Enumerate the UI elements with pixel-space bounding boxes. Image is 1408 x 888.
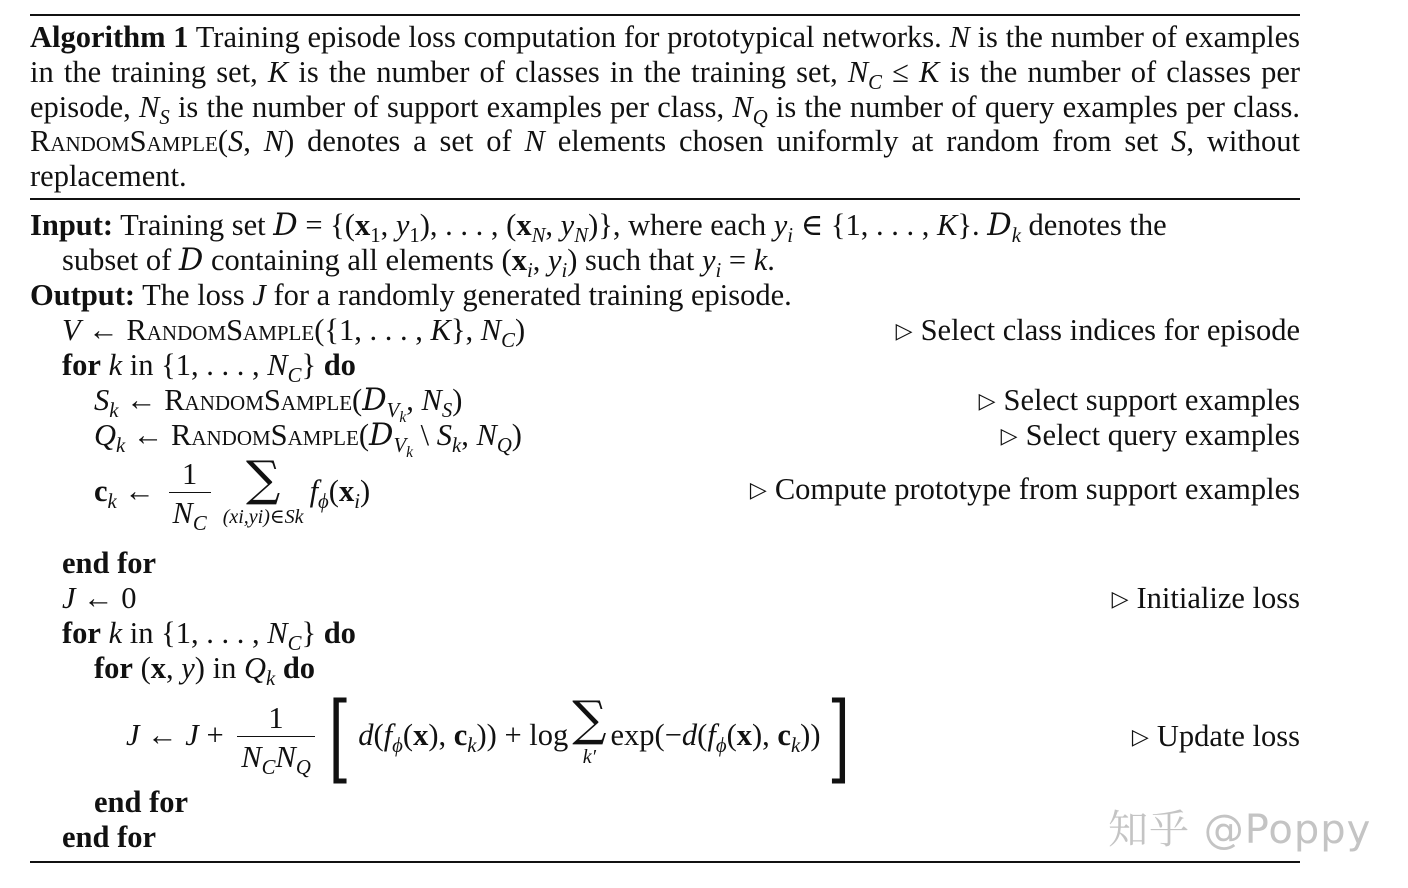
keyword: for bbox=[62, 616, 101, 650]
caption-sub: S bbox=[159, 106, 170, 129]
math-op: ) bbox=[511, 418, 522, 452]
math-sub: k bbox=[452, 435, 462, 458]
sigma-icon: ∑ bbox=[572, 691, 607, 747]
math-sub: C bbox=[287, 633, 302, 656]
math-sub: N bbox=[574, 225, 589, 248]
output-text: The loss bbox=[135, 278, 253, 312]
fn-name: RandomSample bbox=[164, 383, 353, 417]
summation bbox=[572, 692, 606, 768]
output-label: Output: bbox=[30, 278, 136, 312]
math-var: J bbox=[185, 718, 199, 752]
arrow-icon: ← bbox=[116, 474, 163, 508]
math-op: )) + log bbox=[476, 718, 569, 752]
math-var: y bbox=[181, 651, 195, 685]
sigma-icon: ∑ bbox=[245, 451, 281, 507]
math-op: {1, . . . , bbox=[161, 616, 268, 650]
math-var: N bbox=[480, 313, 502, 347]
step-compute-prototype bbox=[94, 452, 370, 533]
math-var: x bbox=[511, 243, 527, 277]
math-sub: 1 bbox=[370, 225, 381, 248]
input-text: , where each bbox=[612, 208, 774, 242]
math-var: Q bbox=[243, 651, 266, 685]
math-op: ) bbox=[194, 651, 205, 685]
top-rule bbox=[30, 14, 1300, 16]
step-end-for-1: end for bbox=[62, 546, 157, 580]
keyword-text: in bbox=[122, 348, 162, 382]
caption-text: random from set bbox=[946, 124, 1172, 159]
caption-sub: C bbox=[868, 71, 883, 94]
math-op: }, bbox=[450, 313, 481, 347]
math-var: f bbox=[383, 718, 393, 752]
math-op: , bbox=[461, 418, 477, 452]
arrow-icon: ← bbox=[80, 313, 127, 347]
math-var: D bbox=[178, 243, 204, 278]
math-var: x bbox=[413, 718, 429, 752]
fraction-numerator: 1 bbox=[268, 700, 284, 735]
math-op: ) bbox=[359, 474, 371, 508]
math-op: , bbox=[545, 208, 561, 242]
comment-text: Select class indices for episode bbox=[920, 313, 1300, 347]
comment-update-loss bbox=[1132, 719, 1300, 754]
math-var: y bbox=[560, 208, 575, 242]
step-support-sample bbox=[94, 383, 463, 427]
triangle-right-icon: ▷ bbox=[749, 478, 767, 503]
keyword: do bbox=[323, 348, 356, 382]
caption-text: Training episode loss computation for prototypical networks. bbox=[188, 20, 950, 54]
step-select-classes bbox=[62, 313, 526, 353]
comment-prototype bbox=[750, 472, 1300, 507]
math-var: N bbox=[421, 383, 442, 417]
math-op: + bbox=[198, 718, 232, 752]
math-op: {1, . . . , bbox=[161, 348, 268, 382]
math-op: = {( bbox=[297, 208, 355, 242]
math-op: 0 bbox=[121, 581, 137, 615]
math-sub: ϕ bbox=[715, 735, 727, 758]
fraction bbox=[169, 456, 211, 533]
math-op: exp(− bbox=[610, 718, 682, 752]
math-op: ( bbox=[697, 718, 708, 752]
summation bbox=[223, 452, 304, 528]
math-op: , bbox=[406, 383, 422, 417]
math-sub: C bbox=[287, 365, 302, 388]
fraction bbox=[237, 700, 315, 777]
math-var: N bbox=[275, 739, 296, 774]
comment-text: Compute prototype from support examples bbox=[774, 472, 1300, 506]
caption-text: , without replacement. bbox=[30, 124, 1301, 194]
math-var: d bbox=[681, 718, 698, 752]
math-op: ), bbox=[751, 718, 778, 752]
comment-init-loss bbox=[1112, 581, 1300, 616]
caption-text: ) bbox=[284, 124, 295, 159]
step-for-classes bbox=[62, 348, 356, 388]
math-var: y bbox=[395, 208, 410, 242]
fraction-numerator: 1 bbox=[181, 456, 198, 491]
math-op: ), . . . , ( bbox=[419, 208, 517, 242]
math-op: , bbox=[380, 208, 396, 242]
math-op: ( bbox=[373, 718, 384, 752]
math-op: ), bbox=[428, 718, 454, 752]
output-text: for a randomly generated training episode. bbox=[265, 278, 792, 312]
caption-text: examples per class. bbox=[1062, 89, 1301, 124]
math-sub: k bbox=[116, 435, 126, 458]
triangle-right-icon: ▷ bbox=[1111, 587, 1129, 612]
math-var: x bbox=[516, 208, 532, 242]
math-op: ( bbox=[352, 383, 363, 417]
math-op: = bbox=[721, 243, 754, 277]
math-var: k bbox=[108, 616, 123, 650]
step-init-loss bbox=[62, 581, 137, 616]
math-op: }. bbox=[957, 208, 988, 242]
math-sub: k bbox=[1011, 225, 1021, 248]
algorithm-caption bbox=[30, 20, 1300, 194]
caption-text: elements chosen uniformly at bbox=[544, 124, 934, 159]
step-for-query bbox=[94, 651, 316, 691]
math-sub: k bbox=[265, 668, 276, 691]
caption-var: N bbox=[139, 89, 160, 124]
caption-text: is the number of support examples per class, bbox=[169, 89, 733, 124]
caption-text: examples in the training set, bbox=[30, 20, 1300, 89]
keyword-text: in bbox=[204, 651, 244, 685]
math-op: )) bbox=[800, 718, 821, 752]
keyword: for bbox=[62, 348, 101, 382]
triangle-right-icon: ▷ bbox=[1131, 725, 1149, 750]
comment-text: Update loss bbox=[1156, 719, 1300, 753]
math-var: D bbox=[987, 208, 1012, 243]
math-sub: V bbox=[386, 400, 400, 423]
summation-limit: k′ bbox=[582, 746, 597, 768]
math-sub: i bbox=[715, 260, 722, 283]
input-text: . bbox=[767, 243, 775, 277]
caption-text: is the number of bbox=[969, 20, 1178, 54]
math-sub: C bbox=[501, 330, 515, 353]
math-var: k bbox=[108, 348, 123, 382]
math-op: ( bbox=[140, 651, 151, 685]
input-text: Training set bbox=[113, 208, 274, 242]
triangle-right-icon: ▷ bbox=[1000, 424, 1018, 449]
fraction-denominator bbox=[169, 492, 211, 533]
math-var: k bbox=[753, 243, 768, 277]
caption-var: K bbox=[267, 54, 289, 89]
math-var: K bbox=[937, 208, 958, 242]
caption-var: N bbox=[524, 124, 545, 159]
input-line-2 bbox=[62, 243, 775, 283]
comment-select-classes bbox=[896, 313, 1300, 348]
caption-fn: RandomSample bbox=[30, 124, 218, 159]
caption-text: denotes a set of bbox=[294, 124, 525, 159]
caption-var: N bbox=[732, 89, 753, 124]
output-line bbox=[30, 278, 792, 313]
step-update-loss bbox=[126, 682, 858, 794]
math-op: \ bbox=[413, 418, 437, 452]
comment-text: Initialize loss bbox=[1136, 581, 1300, 615]
caption-var: N bbox=[949, 20, 970, 54]
caption-text: of classes per episode, bbox=[30, 54, 1301, 124]
math-var: K bbox=[430, 313, 451, 347]
input-text: denotes the bbox=[1020, 208, 1167, 242]
math-op: } bbox=[301, 616, 317, 650]
arrow-icon: ← bbox=[139, 718, 186, 752]
step-query-sample bbox=[94, 418, 522, 462]
step-end-for-2: end for bbox=[94, 785, 189, 819]
math-sub: C bbox=[261, 756, 276, 779]
math-var: c bbox=[777, 718, 791, 752]
math-var: N bbox=[172, 495, 193, 530]
bottom-rule bbox=[30, 861, 1300, 863]
math-op: ( bbox=[328, 474, 339, 508]
math-var: x bbox=[338, 474, 355, 508]
arrow-icon: ← bbox=[118, 383, 165, 417]
math-var: J bbox=[126, 718, 140, 752]
caption-text: , bbox=[243, 124, 264, 159]
left-bracket: [ bbox=[328, 682, 351, 794]
math-var: x bbox=[736, 718, 752, 752]
input-line-1 bbox=[30, 208, 1167, 248]
caption-var: S bbox=[228, 124, 244, 159]
math-op: ( bbox=[402, 718, 414, 752]
input-text: ) such that bbox=[567, 243, 702, 277]
math-sub: ϕ bbox=[318, 491, 329, 514]
math-var: c bbox=[94, 474, 108, 508]
math-sub: k bbox=[109, 400, 119, 423]
math-var: f bbox=[309, 474, 319, 508]
math-var: N bbox=[241, 739, 262, 774]
comment-support bbox=[979, 383, 1300, 418]
math-op: ) bbox=[452, 383, 463, 417]
math-op: ( bbox=[726, 718, 737, 752]
math-var: N bbox=[267, 348, 288, 382]
comment-query bbox=[1001, 418, 1300, 453]
math-var: N bbox=[267, 616, 288, 650]
caption-text: ≤ bbox=[882, 54, 920, 89]
math-op: ( bbox=[358, 418, 369, 452]
math-var: S bbox=[94, 383, 110, 417]
caption-text: ( bbox=[217, 124, 228, 159]
math-var: y bbox=[701, 243, 716, 277]
math-sub: k bbox=[406, 444, 414, 462]
math-sub: V bbox=[393, 435, 407, 458]
caption-var: N bbox=[263, 124, 285, 159]
step-for-classes-2 bbox=[62, 616, 356, 656]
math-sub: k bbox=[399, 409, 407, 427]
math-var: J bbox=[62, 581, 76, 615]
math-sub: C bbox=[192, 512, 207, 535]
math-var: y bbox=[773, 208, 788, 242]
math-var: D bbox=[273, 208, 298, 243]
math-var: d bbox=[358, 718, 374, 752]
math-var: x bbox=[354, 208, 371, 242]
right-bracket: ] bbox=[827, 682, 851, 794]
watermark: 知乎 @Poppy bbox=[1108, 807, 1372, 853]
keyword: for bbox=[94, 651, 133, 685]
caption-text: is the number bbox=[939, 54, 1121, 89]
math-var: N bbox=[476, 418, 497, 452]
keyword: do bbox=[323, 616, 356, 650]
caption-var: S bbox=[1171, 124, 1187, 159]
fraction-denominator bbox=[237, 736, 315, 777]
fn-name: RandomSample bbox=[170, 418, 359, 452]
step-end-for-3: end for bbox=[62, 820, 157, 854]
math-op: )} bbox=[588, 208, 613, 242]
summation-limit: (xi,yi)∈Sk bbox=[222, 506, 304, 528]
math-sub: k bbox=[467, 735, 477, 758]
math-op: , bbox=[166, 651, 182, 685]
math-sub: i bbox=[526, 260, 533, 283]
math-var: x bbox=[150, 651, 166, 685]
math-op: ∈ {1, . . . , bbox=[793, 208, 938, 242]
math-var: S bbox=[436, 418, 453, 452]
math-sub: i bbox=[561, 260, 568, 283]
arrow-icon: ← bbox=[125, 418, 171, 452]
math-var: D bbox=[368, 418, 394, 453]
comment-text: Select query examples bbox=[1025, 418, 1300, 452]
math-var: c bbox=[453, 718, 468, 752]
fn-name: RandomSample bbox=[126, 313, 315, 347]
math-var: V bbox=[62, 313, 81, 347]
math-sub: i bbox=[354, 491, 360, 514]
math-op: , bbox=[532, 243, 548, 277]
math-var: y bbox=[547, 243, 562, 277]
math-var: D bbox=[362, 383, 387, 418]
comment-text: Select support examples bbox=[1003, 383, 1300, 417]
math-sub: N bbox=[531, 225, 546, 248]
arrow-icon: ← bbox=[75, 581, 122, 615]
input-label: Input: bbox=[30, 208, 114, 242]
math-sub: 1 bbox=[409, 225, 420, 248]
math-var: f bbox=[707, 718, 716, 752]
caption-sub: Q bbox=[752, 106, 768, 129]
math-var: J bbox=[252, 278, 266, 312]
math-sub: k bbox=[790, 735, 801, 758]
math-op: ({1, . . . , bbox=[314, 313, 431, 347]
triangle-right-icon: ▷ bbox=[895, 319, 913, 344]
math-sub: Q bbox=[496, 435, 512, 458]
math-var: Q bbox=[94, 418, 117, 452]
triangle-right-icon: ▷ bbox=[978, 389, 996, 414]
math-sub: S bbox=[441, 400, 453, 423]
input-text: subset of bbox=[62, 243, 179, 277]
keyword: do bbox=[282, 651, 316, 685]
math-sub: Q bbox=[295, 756, 311, 779]
middle-rule bbox=[30, 198, 1300, 200]
input-text: containing all elements ( bbox=[203, 243, 512, 277]
algorithm-label: Algorithm 1 bbox=[30, 20, 189, 54]
math-op: ) bbox=[514, 313, 526, 347]
caption-text: is the number of classes in the training set, bbox=[288, 54, 848, 89]
math-sub: ϕ bbox=[392, 735, 403, 758]
caption-var: K bbox=[919, 54, 940, 89]
caption-text: is the number of query bbox=[767, 89, 1055, 124]
math-op: } bbox=[301, 348, 317, 382]
math-sub: k bbox=[107, 491, 117, 514]
keyword-text: in bbox=[122, 616, 162, 650]
caption-var: N bbox=[847, 54, 869, 89]
math-sub: i bbox=[787, 225, 794, 248]
